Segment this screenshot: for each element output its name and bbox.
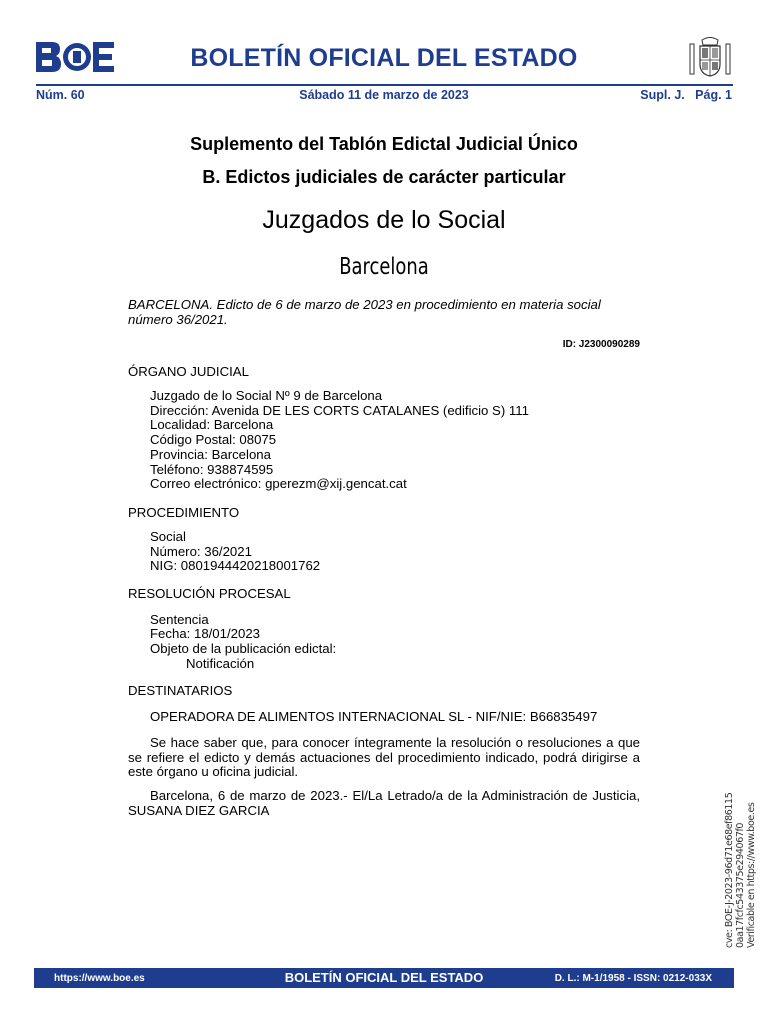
organo-details	[150, 389, 529, 492]
organo-postal-code: Código Postal: 08075	[150, 432, 277, 448]
procedimiento-nig: NIG: 0801944420218001762	[150, 558, 321, 574]
procedimiento-details	[150, 530, 320, 574]
issue-number: Núm. 60	[36, 88, 85, 102]
procedimiento-number: Número: 36/2021	[150, 543, 252, 559]
edict-id: ID: J2300090289	[562, 339, 640, 350]
organo-province: Provincia: Barcelona	[150, 446, 271, 462]
court-type-title: Juzgados de lo Social	[262, 206, 506, 234]
footer-title: BOLETÍN OFICIAL DEL ESTADO	[284, 970, 484, 985]
resolucion-object-value: Notificación	[186, 656, 255, 671]
signature-paragraph: Barcelona, 6 de marzo de 2023.- El/La Letrado/a de la Administración de Justicia, SUSANA DIEZ GARCIA	[128, 788, 640, 818]
issue-date: Sábado 11 de marzo de 2023	[299, 88, 469, 102]
verification-side-text	[724, 688, 757, 948]
organo-court: Juzgado de lo Social Nº 9 de Barcelona	[150, 388, 383, 403]
organo-address: Dirección: Avenida DE LES CORTS CATALANES (edificio S) 111	[150, 402, 529, 418]
resolucion-object-label: Objeto de la publicación edictal:	[150, 641, 337, 656]
edict-intro: BARCELONA. Edicto de 6 de marzo de 2023 en procedimiento en materia social número 36/2021.	[128, 297, 601, 327]
procedimiento-type: Social	[150, 529, 186, 544]
verify-link-text: Verificable en https://www.boe.es	[746, 802, 757, 948]
procedimiento-heading: PROCEDIMIENTO	[128, 505, 240, 520]
bulletin-title: BOLETÍN OFICIAL DEL ESTADO	[190, 44, 578, 72]
section-title: Suplemento del Tablón Edictal Judicial Único	[190, 134, 578, 154]
supplement-page: Supl. J. Pág. 1	[640, 88, 732, 102]
footer-url-link[interactable]: https://www.boe.es	[54, 973, 145, 984]
organo-email: Correo electrónico: gperezm@xij.gencat.cat	[150, 476, 407, 492]
header-rule	[36, 84, 733, 86]
organo-heading: ÓRGANO JUDICIAL	[128, 364, 249, 379]
subsection-title: B. Edictos judiciales de carácter particular	[202, 167, 566, 187]
notice-paragraph: Se hace saber que, para conocer íntegramente la resolución o resoluciones a que se refiere el edicto y demás actuaciones del procedimiento indicado, podrá dirigirse a este órgano u oficina judicial.	[128, 735, 640, 780]
destinatario-line: OPERADORA DE ALIMENTOS INTERNACIONAL SL - NIF/NIE: B66835497	[150, 709, 598, 724]
resolucion-type: Sentencia	[150, 612, 209, 627]
organo-phone: Teléfono: 938874595	[150, 461, 274, 477]
resolucion-heading: RESOLUCIÓN PROCESAL	[128, 586, 291, 601]
cve-code: cve: BOE-J-2023-96d71e68ef86115​0aa17fcfc543375e294067f0	[724, 792, 746, 948]
destinatarios-heading: DESTINATARIOS	[128, 683, 233, 698]
footer-legal-deposit: D. L.: M-1/1958 - ISSN: 0212-033X	[554, 973, 712, 984]
organo-locality: Localidad: Barcelona	[150, 417, 274, 433]
city-title: Barcelona	[339, 254, 429, 280]
resolucion-date: Fecha: 18/01/2023	[150, 626, 260, 641]
spanish-coat-of-arms-icon	[688, 36, 732, 80]
footer-bar	[34, 968, 734, 988]
